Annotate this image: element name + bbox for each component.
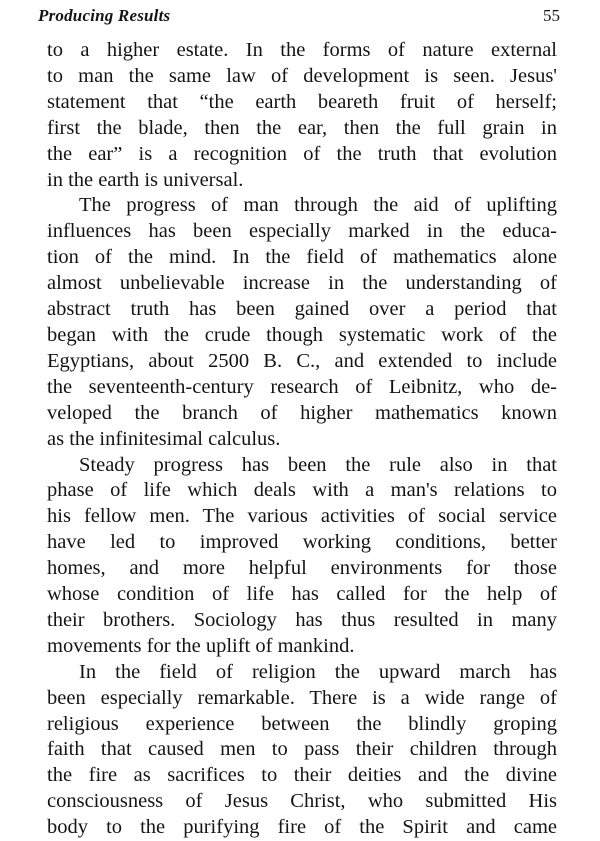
body-text	[47, 38, 557, 841]
paragraph	[47, 38, 557, 193]
text-line: in the earth is universal.	[47, 168, 244, 191]
paragraph	[47, 660, 557, 841]
text-line: as the infinitesimal calculus.	[47, 427, 281, 450]
text-line: Egyptians, about 2500 B. C., and extended to include	[47, 349, 557, 372]
text-line: almost unbelievable increase in the understanding of	[47, 272, 557, 295]
text-line: phase of life which deals with a man's relations to	[47, 479, 557, 502]
text-line: religious experience between the blindly groping	[47, 712, 557, 735]
text-line: movements for the uplift of mankind.	[47, 634, 355, 657]
text-line: been especially remarkable. There is a wide range of	[47, 686, 557, 709]
text-line: to man the same law of development is seen. Jesus'	[47, 64, 557, 87]
text-line: veloped the branch of higher mathematics known	[47, 401, 557, 424]
text-line: In the field of religion the upward march has	[79, 660, 557, 683]
text-line: faith that caused men to pass their children through	[47, 738, 557, 761]
page-number: 55	[543, 6, 560, 25]
text-line: his fellow men. The various activities of social service	[47, 505, 557, 528]
text-line: statement that “the earth beareth fruit of herself;	[47, 90, 557, 113]
text-line: tion of the mind. In the field of mathematics alone	[47, 246, 557, 269]
text-line: consciousness of Jesus Christ, who submitted His	[47, 790, 557, 813]
text-line: whose condition of life has called for the help of	[47, 583, 557, 606]
text-line: influences has been especially marked in the educa-	[47, 220, 557, 243]
text-line: The progress of man through the aid of uplifting	[79, 194, 557, 217]
text-line: the ear” is a recognition of the truth that evolution	[47, 142, 557, 165]
running-title: Producing Results	[38, 6, 171, 25]
text-line: the fire as sacrifices to their deities and the divine	[47, 764, 557, 787]
text-line: Steady progress has been the rule also in that	[79, 453, 557, 476]
text-line: abstract truth has been gained over a period that	[47, 298, 557, 321]
running-head	[38, 6, 560, 32]
paragraph	[47, 453, 557, 660]
text-line: to a higher estate. In the forms of nature external	[47, 39, 557, 61]
paragraph	[47, 193, 557, 452]
text-line: have led to improved working conditions, better	[47, 531, 557, 554]
text-line: began with the crude though systematic work of the	[47, 323, 557, 346]
text-line: homes, and more helpful environments for those	[47, 557, 557, 580]
text-line: their brothers. Sociology has thus resulted in many	[47, 608, 557, 631]
text-line: first the blade, then the ear, then the full grain in	[47, 116, 557, 139]
text-line: body to the purifying fire of the Spirit and came	[47, 816, 557, 839]
text-line: the seventeenth-century research of Leibnitz, who de-	[47, 375, 557, 398]
